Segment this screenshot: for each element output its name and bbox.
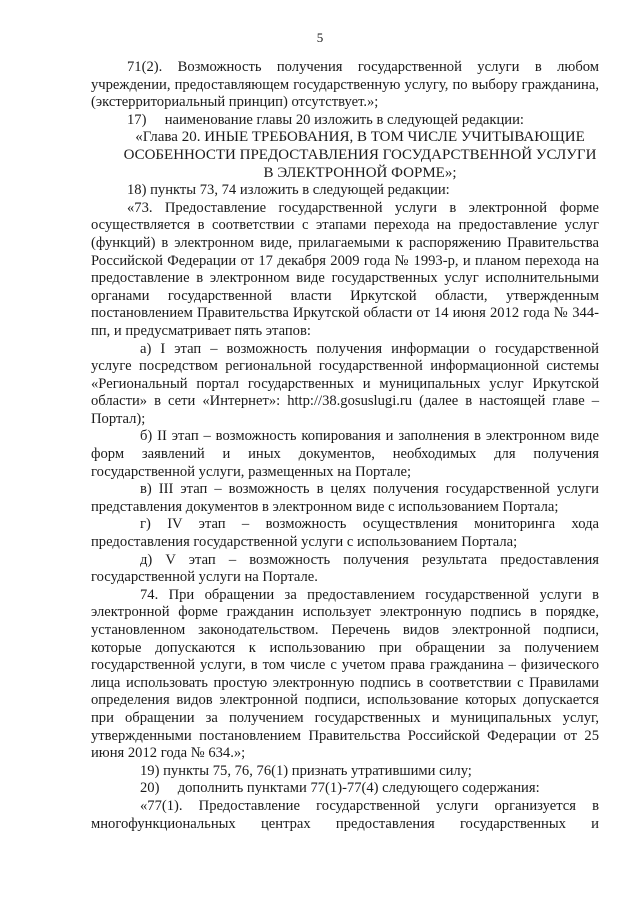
stage-a: а) I этап – возможность получения информации о государственной услуге посредством региональной государственной информационной системы «Региональный портал государственных и муниципальных услуг Иркутской области» в сети «Интернет»: http://38.gosuslugi.ru (далее в настоящей главе – Портал); [91, 340, 599, 427]
paragraph-71-2: 71(2). Возможность получения государственной услуги в любом учреждении, предоставляющем государственную услугу, по выбору гражданина, (экстерриториальный принцип) отсутствует.»; [91, 59, 599, 111]
item-20: 20) дополнить пунктами 77(1)-77(4) следующего содержания: [140, 780, 540, 797]
item-17: 17) наименование главы 20 изложить в следующей редакции: [127, 111, 524, 128]
stage-b: б) II этап – возможность копирования и заполнения в электронном виде форм заявлений и иных документов, необходимых для получения государственной услуги, размещенных на Портале; [91, 428, 599, 480]
document-body [91, 59, 599, 833]
stage-g: г) IV этап – возможность осуществления мониторинга хода предоставления государственной услуги с использованием Портала; [91, 516, 599, 551]
paragraph-74: 74. При обращении за предоставлением государственной услуги в электронной форме гражданин использует электронную подпись в порядке, установленном законодательством. Перечень видов электронной подписи, которые допускаются к использованию при обращении за получением государственной услуги, в том числе с учетом права гражданина – физического лица использовать простую электронную подпись в соответствии с Правилами определения видов электронной подписи, использование которых допускается при обращении за получением государственных и муниципальных услуг, утвержденными постановлением Правительства Российской Федерации от 25 июня 2012 года № 634.»; [91, 586, 599, 762]
item-19: 19) пункты 75, 76, 76(1) признать утратившими силу; [140, 762, 472, 779]
paragraph-77-1: «77(1). Предоставление государственной услуги организуется в многофункциональных центрах предоставления государственных и [91, 797, 599, 832]
paragraph-73: «73. Предоставление государственной услуги в электронной форме осуществляется в соответствии с этапами перехода на предоставление услуг (функций) в электронном виде, прилагаемыми к распоряжению Правительства Российской Федерации от 17 декабря 2009 года № 1993-р, и планом перехода на предоставление в электронном виде государственных услуг исполнительными органами государственной власти Иркутской области, утвержденным постановлением Правительства Иркутской области от 14 июня 2012 года № 344-пп, и предусматривает пять этапов: [91, 199, 599, 339]
page-number: 5 [316, 30, 324, 45]
item-18: 18) пункты 73, 74 изложить в следующей редакции: [127, 182, 450, 199]
chapter-20-heading: «Глава 20. ИНЫЕ ТРЕБОВАНИЯ, В ТОМ ЧИСЛЕ УЧИТЫВАЮЩИЕ ОСОБЕННОСТИ ПРЕДОСТАВЛЕНИЯ ГОСУДАРСТВЕННОЙ УСЛУГИ В ЭЛЕКТРОННОЙ ФОРМЕ»; [123, 129, 597, 181]
stage-v: в) III этап – возможность в целях получения государственной услуги представления документов в электронном виде с использованием Портала; [91, 481, 599, 515]
stage-d: д) V этап – возможность получения результата предоставления государственной услуги на Портале. [91, 551, 599, 586]
